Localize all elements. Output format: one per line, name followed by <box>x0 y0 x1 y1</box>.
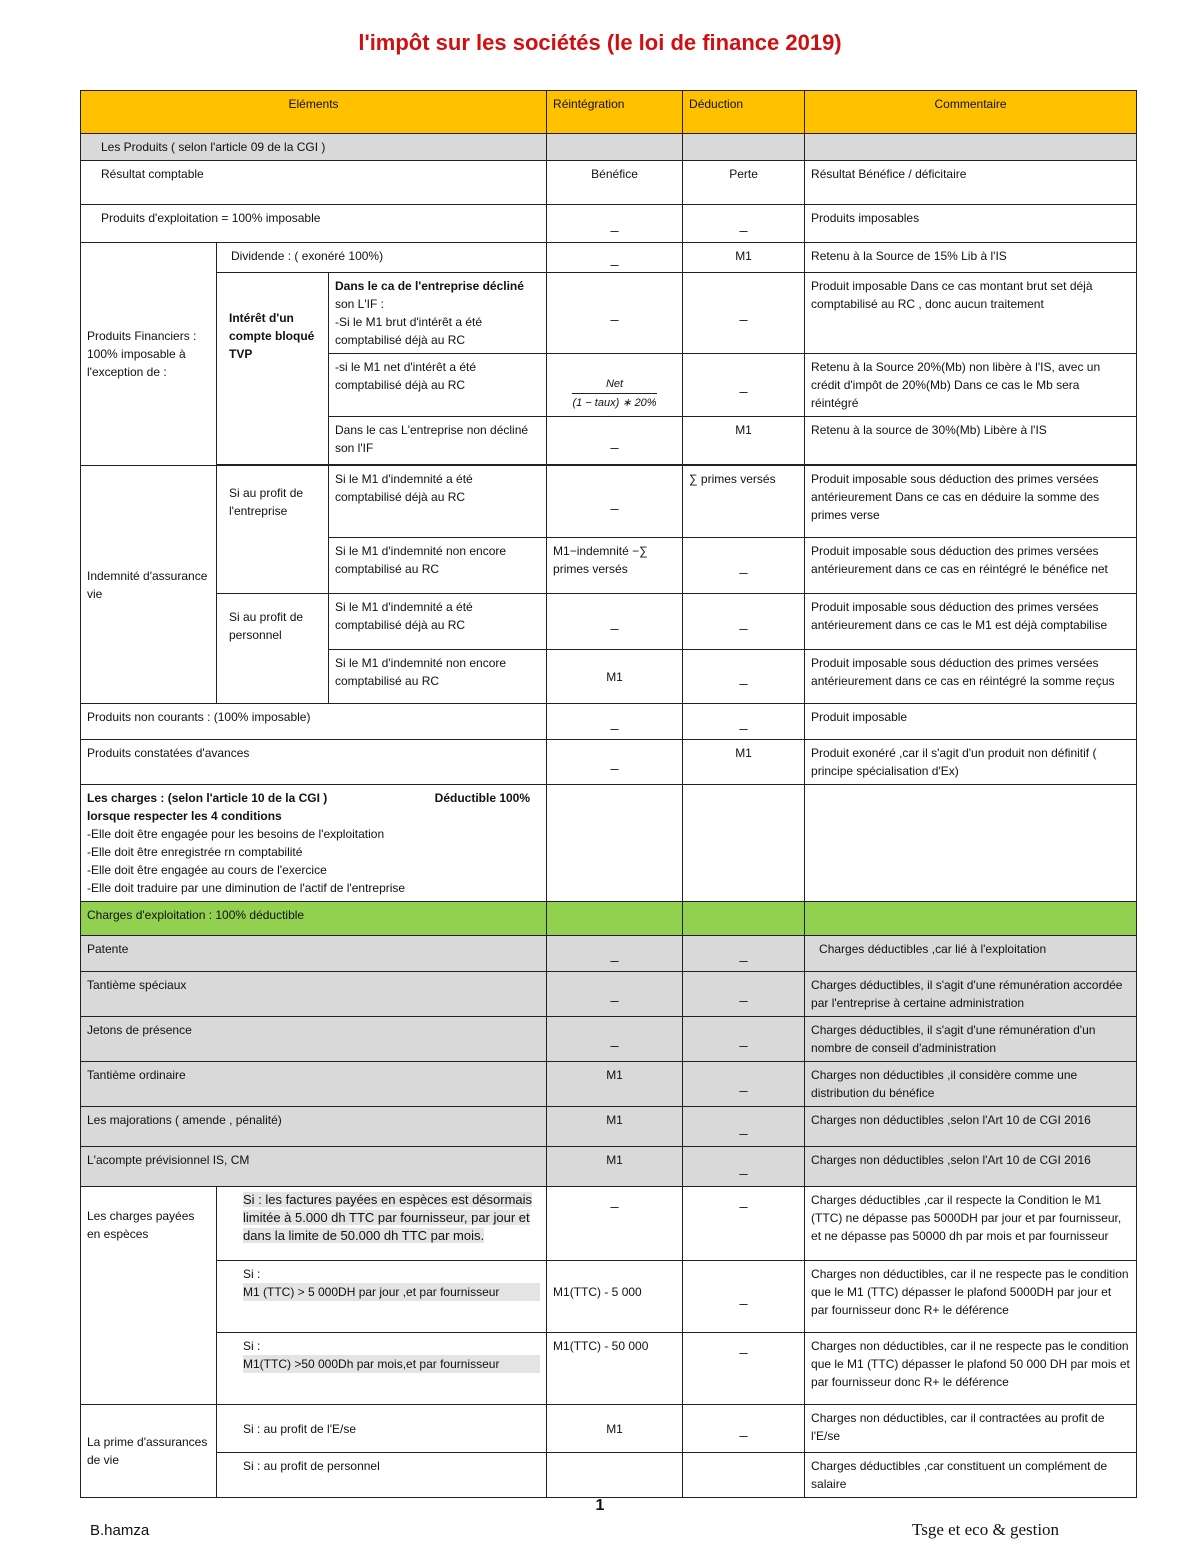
comment-cell: Produit imposable sous déduction des primes versées antérieurement dans ce cas en réintégré la somme reçus <box>805 650 1137 704</box>
header-elements: Eléments <box>81 91 547 134</box>
comment-cell: Charges non déductibles ,selon l'Art 10 de CGI 2016 <box>805 1107 1137 1147</box>
comment-cell: Charges non déductibles, car il ne respecte pas le condition que le M1 (TTC) dépasser le plafond 5000DH par jour et par fournisseur donc R+ le déférence <box>805 1261 1137 1333</box>
reint-cell: M1 <box>547 1062 683 1107</box>
reint-cell: M1 <box>547 1147 683 1187</box>
comment-cell: Produit imposable Dans ce cas montant brut set déjà comptabilisé au RC , donc aucun traitement <box>805 273 1137 354</box>
table-row <box>81 1147 1137 1187</box>
dash-cell: _ <box>683 1261 805 1333</box>
dash-cell: _ <box>683 205 805 243</box>
footer-class: Tsge et eco & gestion <box>912 1520 1060 1539</box>
dash-cell: _ <box>547 466 683 538</box>
comment-cell: Charges déductibles, il s'agit d'une rémunération accordée par l'entreprise à certaine administration <box>805 972 1137 1017</box>
group-label: Indemnité d'assurance vie <box>81 466 217 704</box>
comment-cell: Produit exonéré ,car il s'agit d'un produit non définitif ( principe spécialisation d'Ex) <box>805 740 1137 785</box>
dash-cell: _ <box>547 1017 683 1062</box>
dash-cell: _ <box>683 273 805 354</box>
ded-cell: M1 <box>683 740 805 785</box>
dash-cell: _ <box>547 243 683 273</box>
ded-cell: M1 <box>683 243 805 273</box>
charges-expl-section-row <box>81 902 1137 936</box>
comment-cell: Produit imposable sous déduction des primes versées antérieurement dans ce cas le M1 est déjà comptabilise <box>805 594 1137 650</box>
comment-cell: Produits imposables <box>805 205 1137 243</box>
group-label: La prime d'assurances de vie <box>81 1405 217 1498</box>
row-label: Dans le ca de l'entreprise décliné son L'IF : -Si le M1 brut d'intérêt a été comptabilisé déjà au RC <box>329 273 547 354</box>
table-row <box>81 704 1137 740</box>
row-label: Si le M1 d'indemnité non encore comptabilisé au RC <box>329 538 547 594</box>
row-label: Tantième spéciaux <box>81 972 547 1017</box>
row-label: Produits d'exploitation = 100% imposable <box>81 205 547 243</box>
row-label: Produits constatées d'avances <box>81 740 547 785</box>
reint-cell: M1−indemnité −∑ primes versés <box>547 538 683 594</box>
reint-cell: M1(TTC) - 5 000 <box>547 1261 683 1333</box>
comment-cell: Retenu à la source de 30%(Mb) Libère à l'IS <box>805 417 1137 465</box>
row-label: Résultat comptable <box>81 161 547 205</box>
table-row <box>81 1405 1137 1453</box>
dash-cell: _ <box>683 1187 805 1261</box>
dash-cell: _ <box>683 1333 805 1405</box>
table-row <box>81 205 1137 243</box>
group-label: Les charges payées en espèces <box>81 1187 217 1405</box>
row-label: Si le M1 d'indemnité a été comptabilisé déjà au RC <box>329 594 547 650</box>
row-label: Dividende : ( exonéré 100%) <box>217 243 547 273</box>
header-row <box>81 91 1137 134</box>
reint-cell: Bénéfice <box>547 161 683 205</box>
comment-cell: Produit imposable sous déduction des primes versées antérieurement dans ce cas en réintégré le bénéfice net <box>805 538 1137 594</box>
dash-cell: _ <box>683 936 805 972</box>
dash-cell: _ <box>547 740 683 785</box>
dash-cell: _ <box>547 594 683 650</box>
header-commentaire: Commentaire <box>805 91 1137 134</box>
dash-cell: _ <box>683 650 805 704</box>
dash-cell: _ <box>547 417 683 465</box>
row-label: Si le M1 d'indemnité a été comptabilisé déjà au RC <box>329 466 547 538</box>
table-row <box>81 466 1137 538</box>
row-label: Si : au profit de personnel <box>217 1453 547 1498</box>
row-label: Jetons de présence <box>81 1017 547 1062</box>
charges-expl-label: Charges d'exploitation : 100% déductible <box>81 902 547 936</box>
page-number: 1 <box>595 1497 605 1514</box>
page-title: l'impôt sur les sociétés (le loi de finance 2019) <box>358 30 842 55</box>
comment-cell: Charges non déductibles ,selon l'Art 10 de CGI 2016 <box>805 1147 1137 1187</box>
sub-group-label: Si au profit de personnel <box>217 594 329 704</box>
table-row <box>81 1017 1137 1062</box>
table-row <box>81 1333 1137 1405</box>
row-label: Si : M1 (TTC) > 5 000DH par jour ,et par fournisseur <box>217 1261 547 1333</box>
sub-group-label: Intérêt d'un compte bloqué TVP <box>217 273 329 465</box>
dash-cell: _ <box>683 1147 805 1187</box>
comment-cell: Charges déductibles ,car il respecte la Condition le M1 (TTC) ne dépasse pas 5000DH par jour et par fournisseur, et ne dépasse pas 50000 dh par mois et par fournisseur <box>805 1187 1137 1261</box>
table-row <box>81 594 1137 650</box>
row-label: Produits non courants : (100% imposable) <box>81 704 547 740</box>
dash-cell: _ <box>683 1062 805 1107</box>
comment-cell: Charges non déductibles ,il considère comme une distribution du bénéfice <box>805 1062 1137 1107</box>
dash-cell: _ <box>547 1187 683 1261</box>
comment-cell: Retenu à la Source 20%(Mb) non libère à l'IS, avec un crédit d'impôt de 20%(Mb) Dans ce cas le Mb sera réintégré <box>805 354 1137 417</box>
fraction-cell <box>547 354 683 417</box>
table-row <box>81 1107 1137 1147</box>
header-deduction: Déduction <box>683 91 805 134</box>
reint-cell: M1 <box>547 650 683 704</box>
table-row <box>81 1261 1137 1333</box>
row-label: Patente <box>81 936 547 972</box>
group-label: Produits Financiers : 100% imposable à l'exception de : <box>81 243 217 466</box>
row-label: Tantième ordinaire <box>81 1062 547 1107</box>
reint-cell: M1 <box>547 1107 683 1147</box>
comment-cell: Charges déductibles ,car constituent un complément de salaire <box>805 1453 1137 1498</box>
dash-cell: _ <box>683 1405 805 1453</box>
row-label: Si : les factures payées en espèces est désormais limitée à 5.000 dh TTC par fournisseur, par jour et dans la limite de 50.000 dh TTC par mois. <box>217 1187 547 1261</box>
dash-cell: _ <box>683 354 805 417</box>
comment-cell: Produit imposable sous déduction des primes versées antérieurement Dans ce cas en déduire la somme des primes verse <box>805 466 1137 538</box>
table-row <box>81 273 1137 354</box>
row-label: Si : M1(TTC) >50 000Dh par mois,et par fournisseur <box>217 1333 547 1405</box>
ded-cell: M1 <box>683 417 805 465</box>
footer-author: B.hamza <box>90 1522 150 1539</box>
dash-cell: _ <box>547 972 683 1017</box>
dash-cell: _ <box>547 936 683 972</box>
net-fraction: $\frac{\text{Net}}{\text{(1 − taux) ∗ 20\%}}$ <box>572 375 656 412</box>
table-row <box>81 936 1137 972</box>
dash-cell: _ <box>683 594 805 650</box>
row-label: Les majorations ( amende , pénalité) <box>81 1107 547 1147</box>
row-label: Si le M1 d'indemnité non encore comptabilisé au RC <box>329 650 547 704</box>
comment-cell: Charges non déductibles, car il ne respecte pas le condition que le M1 (TTC) dépasser le plafond 50 000 DH par mois et par fournisseur donc R+ le déférence <box>805 1333 1137 1405</box>
dash-cell: _ <box>547 704 683 740</box>
charges-conditions: Les charges : (selon l'article 10 de la CGI ) Déductible 100% lorsque respecter les 4 conditions -Elle doit être engagée pour les besoins de l'exploitation -Elle doit être enregistrée rn comptabilité -Elle doit être engagée au cours de l'exercice -Elle doit traduire par une diminution de l'actif de l'entreprise <box>81 785 547 902</box>
table-row <box>81 1453 1137 1498</box>
dash-cell: _ <box>683 538 805 594</box>
comment-cell: Retenu à la Source de 15% Lib à l'IS <box>805 243 1137 273</box>
dash-cell: _ <box>683 972 805 1017</box>
produits-section-label: Les Produits ( selon l'article 09 de la CGI ) <box>81 134 547 161</box>
dash-cell: _ <box>547 205 683 243</box>
table-row <box>81 740 1137 785</box>
table-row <box>81 161 1137 205</box>
dash-cell: _ <box>683 704 805 740</box>
table-row <box>81 972 1137 1017</box>
sub-group-label: Si au profit de l'entreprise <box>217 466 329 594</box>
ded-cell: Perte <box>683 161 805 205</box>
row-label: Si : au profit de l'E/se <box>217 1405 547 1453</box>
reint-cell: M1(TTC) - 50 000 <box>547 1333 683 1405</box>
dash-cell: _ <box>683 1017 805 1062</box>
comment-cell: Charges déductibles ,car lié à l'exploitation <box>805 936 1137 972</box>
tax-table <box>80 90 1137 1498</box>
row-label: L'acompte prévisionnel IS, CM <box>81 1147 547 1187</box>
header-reintegration: Réintégration <box>547 91 683 134</box>
comment-cell: Charges non déductibles, car il contractées au profit de l'E/se <box>805 1405 1137 1453</box>
dash-cell: _ <box>683 1107 805 1147</box>
produits-section-row <box>81 134 1137 161</box>
table-row <box>81 1187 1137 1261</box>
reint-cell: M1 <box>547 1405 683 1453</box>
comment-cell: Produit imposable <box>805 704 1137 740</box>
dash-cell: _ <box>547 273 683 354</box>
comment-cell: Charges déductibles, il s'agit d'une rémunération d'un nombre de conseil d'administration <box>805 1017 1137 1062</box>
comment-cell: Résultat Bénéfice / déficitaire <box>805 161 1137 205</box>
table-row <box>81 243 1137 273</box>
charges-conditions-row <box>81 785 1137 902</box>
row-label: Dans le cas L'entreprise non décliné son l'IF <box>329 417 547 465</box>
row-label: -si le M1 net d'intérêt a été comptabilisé déjà au RC <box>329 354 547 417</box>
table-row <box>81 1062 1137 1107</box>
ded-cell: ∑ primes versés <box>683 466 805 538</box>
